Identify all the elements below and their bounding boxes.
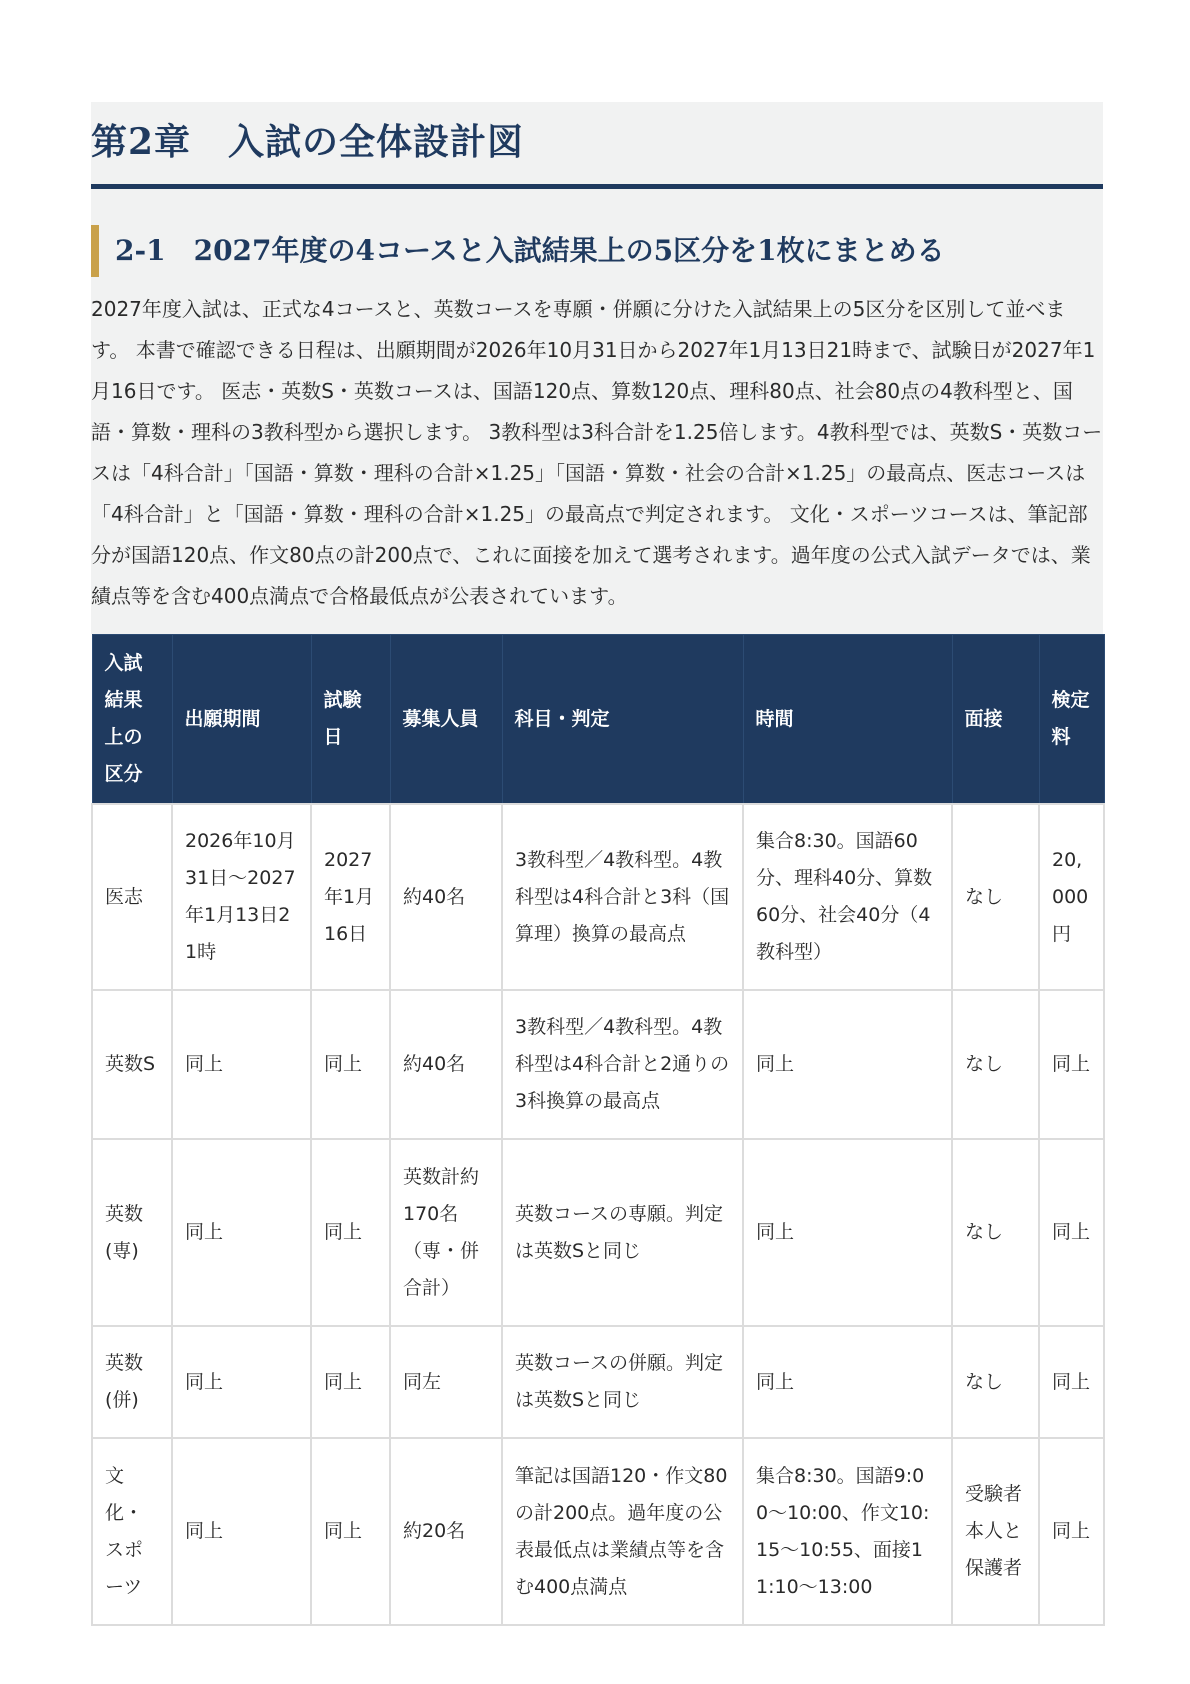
header-application-period: 出願期間 xyxy=(172,635,311,805)
cell-category: 英数(併) xyxy=(92,1326,172,1438)
cell-time: 同上 xyxy=(743,990,952,1139)
cell-fee: 同上 xyxy=(1039,1326,1104,1438)
exam-schedule-table xyxy=(91,634,1105,1626)
table-row xyxy=(92,1438,1104,1625)
cell-application-period: 2026年10月31日〜2027年1月13日21時 xyxy=(172,804,311,990)
cell-category: 英数S xyxy=(92,990,172,1139)
chapter-divider xyxy=(91,184,1103,189)
cell-exam-date: 同上 xyxy=(311,1139,390,1326)
cell-application-period: 同上 xyxy=(172,1139,311,1326)
header-capacity: 募集人員 xyxy=(390,635,502,805)
cell-capacity: 英数計約170名（専・併合計） xyxy=(390,1139,502,1326)
table-row xyxy=(92,1326,1104,1438)
cell-fee: 同上 xyxy=(1039,990,1104,1139)
cell-fee: 同上 xyxy=(1039,1438,1104,1625)
cell-category: 医志 xyxy=(92,804,172,990)
cell-time: 同上 xyxy=(743,1139,952,1326)
cell-category: 文化・スポーツ xyxy=(92,1438,172,1625)
cell-capacity: 約20名 xyxy=(390,1438,502,1625)
cell-interview: なし xyxy=(952,990,1039,1139)
table-header-row xyxy=(92,635,1104,805)
cell-application-period: 同上 xyxy=(172,990,311,1139)
document-page xyxy=(91,102,1103,1598)
cell-time: 同上 xyxy=(743,1326,952,1438)
cell-category: 英数(専) xyxy=(92,1139,172,1326)
cell-subjects: 英数コースの併願。判定は英数Sと同じ xyxy=(502,1326,743,1438)
cell-subjects: 筆記は国語120・作文80の計200点。過年度の公表最低点は業績点等を含む400点満点 xyxy=(502,1438,743,1625)
header-fee: 検定料 xyxy=(1039,635,1104,805)
header-time: 時間 xyxy=(743,635,952,805)
section-title: 2-1 2027年度の4コースと入試結果上の5区分を1枚にまとめる xyxy=(91,225,1103,277)
cell-exam-date: 同上 xyxy=(311,1438,390,1625)
table-row xyxy=(92,990,1104,1139)
table-row xyxy=(92,1139,1104,1326)
cell-subjects: 3教科型／4教科型。4教科型は4科合計と2通りの3科換算の最高点 xyxy=(502,990,743,1139)
cell-time: 集合8:30。国語60分、理科40分、算数60分、社会40分（4教科型） xyxy=(743,804,952,990)
cell-interview: なし xyxy=(952,804,1039,990)
intro-paragraph: 2027年度入試は、正式な4コースと、英数コースを専願・併願に分けた入試結果上の5区分を区別して並べます。 本書で確認できる日程は、出願期間が2026年10月31日から2027年1月13日21時まで、試験日が2027年1月16日です。 医志・英数S・英数コースは、国語120点、算数120点、理科80点、社会80点の4教科型と、国語・算数・理科の3教科型から選択します。 3教科型は3科合計を1.25倍します。4教科型では、英数S・英数コースは「4科合計」「国語・算数・理科の合計×1.25」「国語・算数・社会の合計×1.25」の最高点、医志コースは「4科合計」と「国語・算数・理科の合計×1.25」の最高点で判定されます。 文化・スポーツコースは、筆記部分が国語120点、作文80点の計200点で、これに面接を加えて選考されます。過年度の公式入試データでは、業績点等を含む400点満点で合格最低点が公表されています。 xyxy=(91,297,1103,608)
cell-interview: なし xyxy=(952,1326,1039,1438)
cell-fee: 同上 xyxy=(1039,1139,1104,1326)
cell-application-period: 同上 xyxy=(172,1438,311,1625)
cell-capacity: 約40名 xyxy=(390,804,502,990)
header-category: 入試結果上の区分 xyxy=(92,635,172,805)
chapter-title: 第2章 入試の全体設計図 xyxy=(91,121,525,163)
header-interview: 面接 xyxy=(952,635,1039,805)
cell-exam-date: 同上 xyxy=(311,1326,390,1438)
cell-capacity: 約40名 xyxy=(390,990,502,1139)
cell-fee: 20,000円 xyxy=(1039,804,1104,990)
table-row xyxy=(92,804,1104,990)
cell-application-period: 同上 xyxy=(172,1326,311,1438)
cell-exam-date: 2027年1月16日 xyxy=(311,804,390,990)
cell-subjects: 3教科型／4教科型。4教科型は4科合計と3科（国算理）換算の最高点 xyxy=(502,804,743,990)
cell-exam-date: 同上 xyxy=(311,990,390,1139)
cell-time: 集合8:30。国語9:00〜10:00、作文10:15〜10:55、面接11:10〜13:00 xyxy=(743,1438,952,1625)
header-subjects: 科目・判定 xyxy=(502,635,743,805)
header-exam-date: 試験日 xyxy=(311,635,390,805)
cell-interview: 受験者本人と保護者 xyxy=(952,1438,1039,1625)
cell-interview: なし xyxy=(952,1139,1039,1326)
cell-capacity: 同左 xyxy=(390,1326,502,1438)
cell-subjects: 英数コースの専願。判定は英数Sと同じ xyxy=(502,1139,743,1326)
